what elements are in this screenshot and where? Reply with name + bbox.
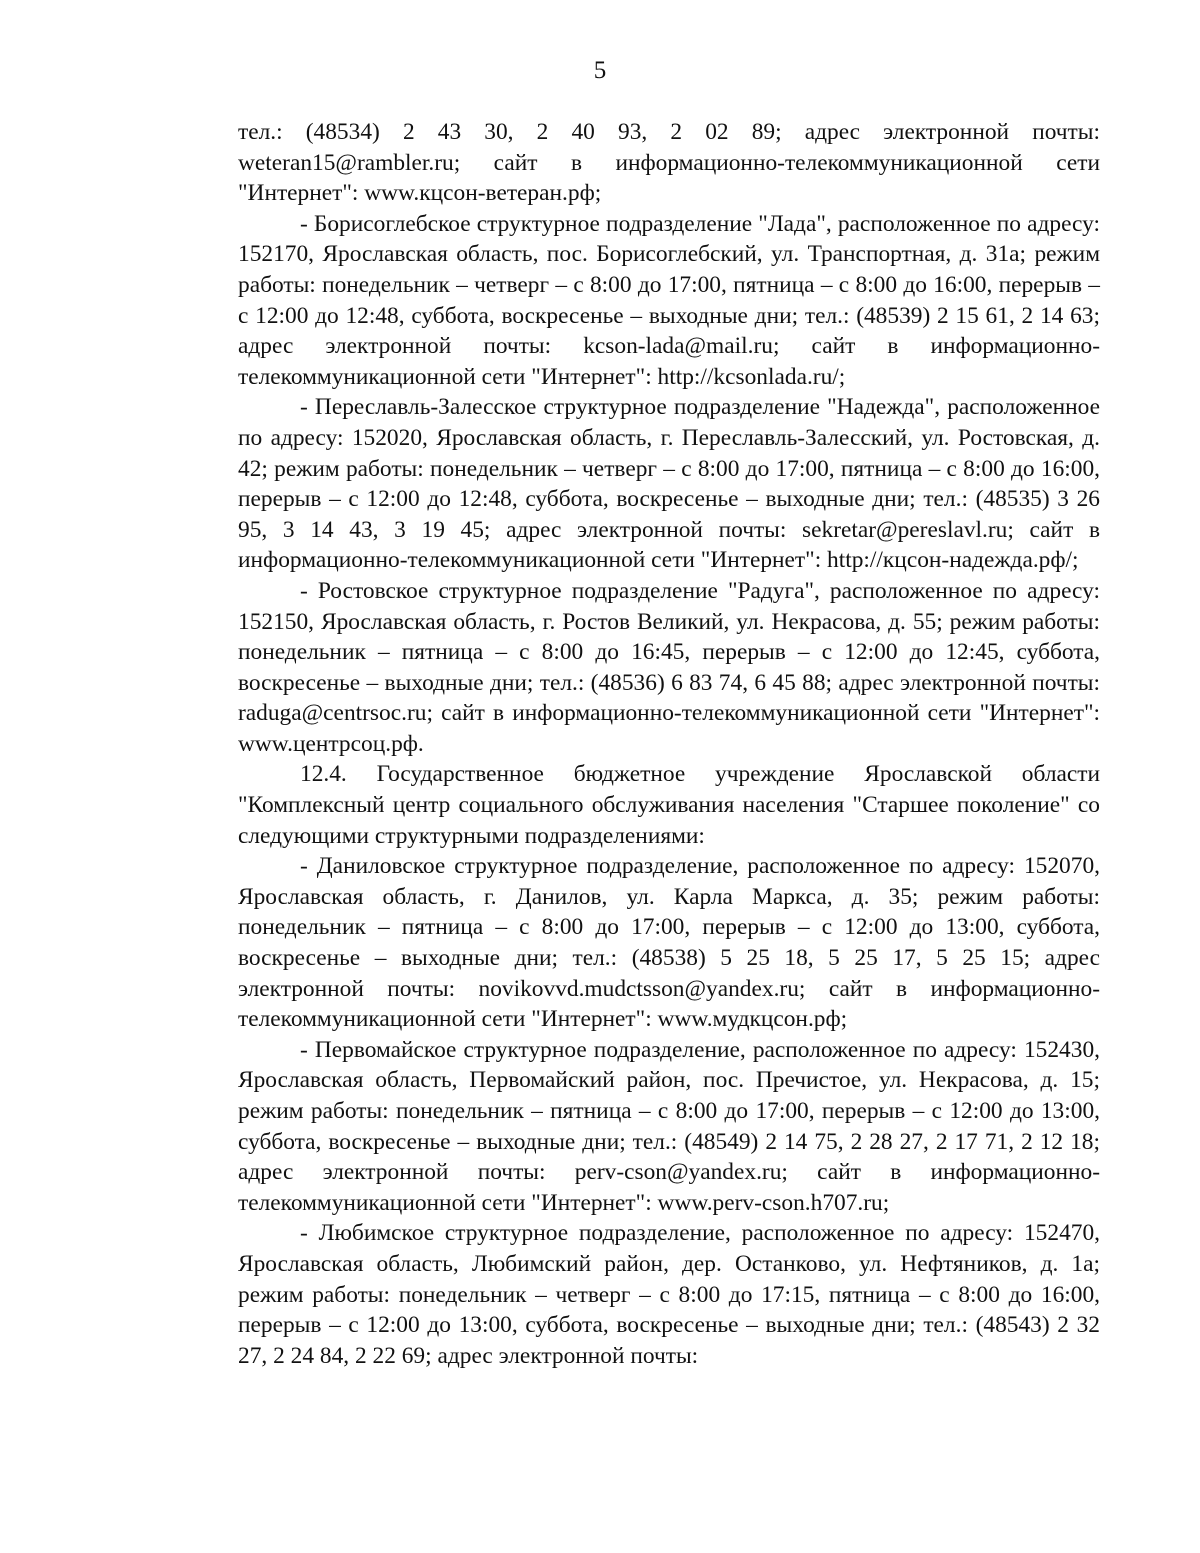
paragraph-veteran-contacts: тел.: (48534) 2 43 30, 2 40 93, 2 02 89; адрес электронной почты: weteran15@rambler.ru; сайт в информационно-телекоммуникационной сети "Интернет": www.кцсон-ветеран.рф; bbox=[238, 119, 1100, 207]
paragraph-pervomaysk: - Первомайское структурное подразделение, расположенное по адресу: 152430, Ярославская область, Первомайский район, пос. Пречистое, ул. Некрасова, д. 15; режим работы: понедельник – пятница – с 8:00 до 17:00, перерыв – с 12:00 до 13:00, суббота, воскресенье – выходные дни; тел.: (48549) 2 14 75, 2 28 27, 2 17 71, 2 12 18; адрес электронной почты: perv-cson@yandex.ru; сайт в информационно-телекоммуникационной сети "Интернет": www.perv-cson.h707.ru; bbox=[238, 1036, 1100, 1216]
paragraph-lyubim: - Любимское структурное подразделение, расположенное по адресу: 152470, Ярославская область, Любимский район, дер. Останково, ул. Нефтяников, д. 1а; режим работы: понедельник – четверг – с 8:00 до 17:15, пятница – с 8:00 до 16:00, перерыв – с 12:00 до 13:00, суббота, воскресенье – выходные дни; тел.: (48543) 2 32 27, 2 24 84, 2 22 69; адрес электронной почты: bbox=[238, 1220, 1100, 1369]
paragraph-raduga: - Ростовское структурное подразделение "Радуга", расположенное по адресу: 152150, Ярославская область, г. Ростов Великий, ул. Некрасова, д. 55; режим работы: понедельник – пятница – с 8:00 до 16:45, перерыв – с 12:00 до 12:45, суббота, воскресенье – выходные дни; тел.: (48536) 6 83 74, 6 45 88; адрес электронной почты: raduga@centrsoc.ru; сайт в информационно-телекоммуникационной сети "Интернет": www.центрсоц.рф. bbox=[238, 577, 1100, 757]
paragraph-danilov: - Даниловское структурное подразделение, расположенное по адресу: 152070, Ярославская область, г. Данилов, ул. Карла Маркса, д. 35; режим работы: понедельник – пятница – с 8:00 до 17:00, перерыв – с 12:00 до 13:00, суббота, воскресенье – выходные дни; тел.: (48538) 5 25 18, 5 25 17, 5 25 15; адрес электронной почты: novikovvd.mudctsson@yandex.ru; сайт в информационно-телекоммуникационной сети "Интернет": www.мудкцсон.рф; bbox=[238, 853, 1100, 1033]
paragraph-section-12-4: 12.4. Государственное бюджетное учреждение Ярославской области "Комплексный центр социального обслуживания населения "Старшее поколение" со следующими структурными подразделениями: bbox=[238, 761, 1100, 849]
document-body bbox=[238, 117, 1100, 1371]
page-number: 5 bbox=[593, 57, 607, 84]
paragraph-lada: - Борисоглебское структурное подразделение "Лада", расположенное по адресу: 152170, Ярославская область, пос. Борисоглебский, ул. Транспортная, д. 31а; режим работы: понедельник – четверг – с 8:00 до 17:00, пятница – с 8:00 до 16:00, перерыв – с 12:00 до 12:48, суббота, воскресенье – выходные дни; тел.: (48539) 2 15 61, 2 14 63; адрес электронной почты: kcson-lada@mail.ru; сайт в информационно-телекоммуникационной сети "Интернет": http://kcsonlada.ru/; bbox=[238, 210, 1100, 390]
paragraph-nadezhda: - Переславль-Залесское структурное подразделение "Надежда", расположенное по адресу: 152020, Ярославская область, г. Переславль-Залесский, ул. Ростовская, д. 42; режим работы: понедельник – четверг – с 8:00 до 17:00, пятница – с 8:00 до 16:00, перерыв – с 12:00 до 12:48, суббота, воскресенье – выходные дни; тел.: (48535) 3 26 95, 3 14 43, 3 19 45; адрес электронной почты: sekretar@pereslavl.ru; сайт в информационно-телекоммуникационной сети "Интернет": http://кцсон-надежда.рф/; bbox=[238, 394, 1100, 574]
